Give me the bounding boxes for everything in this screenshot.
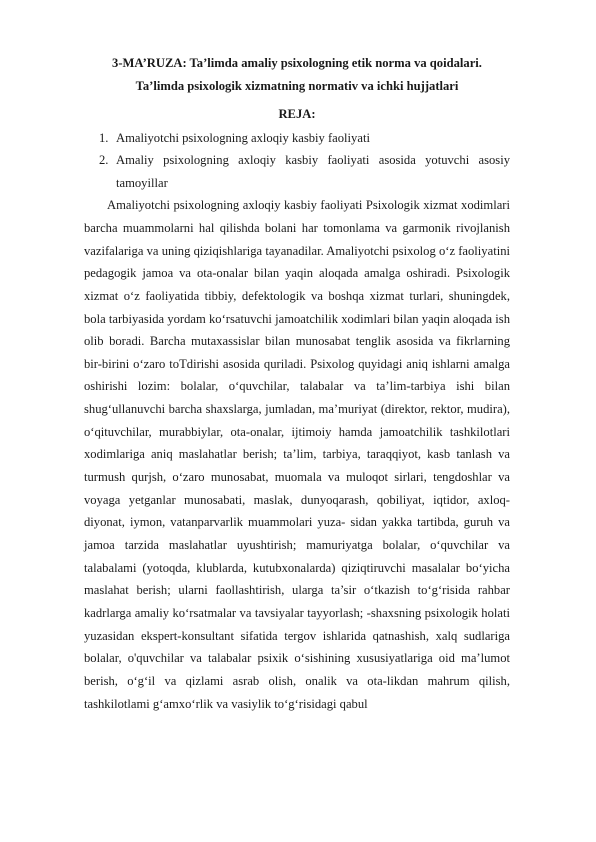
lecture-title: 3-MA’RUZA: Ta’limda amaliy psixologning etik norma va qoidalari. — [112, 56, 482, 70]
plan-item-text: Amaliyotchi psixologning axloqiy kasbiy faoliyati — [116, 131, 370, 145]
plan-item-number: 2. — [99, 153, 109, 168]
plan-heading: REJA: — [278, 107, 316, 121]
body-paragraph: Amaliyotchi psixologning axloqiy kasbiy faoliyati Psixologik xizmat xodimlari barcha muammolarni hal qilishda bolani har tomonlama va garmonik rivojlanish vazifalariga va uning qiziqishlariga tayanadilar. Amaliyotchi psixolog o‘z faoliyatini pedagogik jamoa va ota-onalar bilan yaqin aloqada amalga oshiradi. Psixologik xizmat o‘z faoliyatida tibbiy, defektologik va boshqa xizmat turlari, shuningdek, bola tarbiyasida yordam ko‘rsatuvchi jamoatchilik xodimlari bilan yaqin aloqada ish olib boradi. Barcha mutaxassislar bilan munosabat tenglik asosida va fikrlarning bir-birini o‘zaro toTdirishi asosida quriladi. Psixolog quyidagi aniq ishlarni amalga oshirishi lozim: bolalar, o‘quvchilar, talabalar va ta’lim-tarbiya ishi bilan shug‘ullanuvchi barcha shaxslarga, jumladan, ma’muriyat (direktor, rektor, mudira), o‘qituvchilar, murabbiylar, ota-onalar, ijtimoiy hamda jamoatchilik tashkilotlari xodimlariga aniq maslahatlar berish; ta’lim, tarbiya, taraqqiyot, kasb tanlash va turmush qurjsh, o‘zaro munosabat, muomala va muloqot sirlari, tengdoshlar va voyaga yetganlar munosabati, maslak, dunyoqarash, qobiliyat, iqtidor, axloq-diyonat, iymon, vatanparvarlik muammolari yuza- sidan yakka tartibda, guruh va jamoa tarzida maslahatlar uyushtirish; mamuriyatga bolalar, o‘quvchilar va talabalami (yotoqda, klublarda, kutubxonalarda) qiziqtiruvchi masalalar bo‘yicha maslahat berish; ularni faollashtirish, ularga ta’sir o‘tkazish to‘g‘risida rahbar kadrlarga amaliy ko‘rsatmalar va tavsiyalar tayyorlash; -shaxsning psixologik holati yuzasidan ekspert-konsultant sifatida tergov ishlarida qatnashish, xalq sudlariga bolalar, o'quvchilar va talabalar psixik o‘sishining xususiyatlariga oid ma’lumot berish, o‘g‘il va qizlami asrab olish, onalik va ota-likdan mahrum qilish, tashkilotlami g‘amxo‘rlik va vasiylik to‘g‘risidagi qabul — [84, 198, 510, 711]
lecture-subtitle: Ta’limda psixologik xizmatning normativ va ichki hujjatlari — [135, 79, 459, 93]
plan-item-text: Amaliy psixologning axloqiy kasbiy faoliyati asosida yotuvchi asosiy tamoyillar — [116, 153, 510, 190]
document-page — [84, 52, 510, 715]
plan-list — [84, 127, 510, 194]
plan-item-number: 1. — [99, 131, 109, 145]
plan-item — [84, 127, 510, 149]
plan-item — [84, 149, 510, 194]
